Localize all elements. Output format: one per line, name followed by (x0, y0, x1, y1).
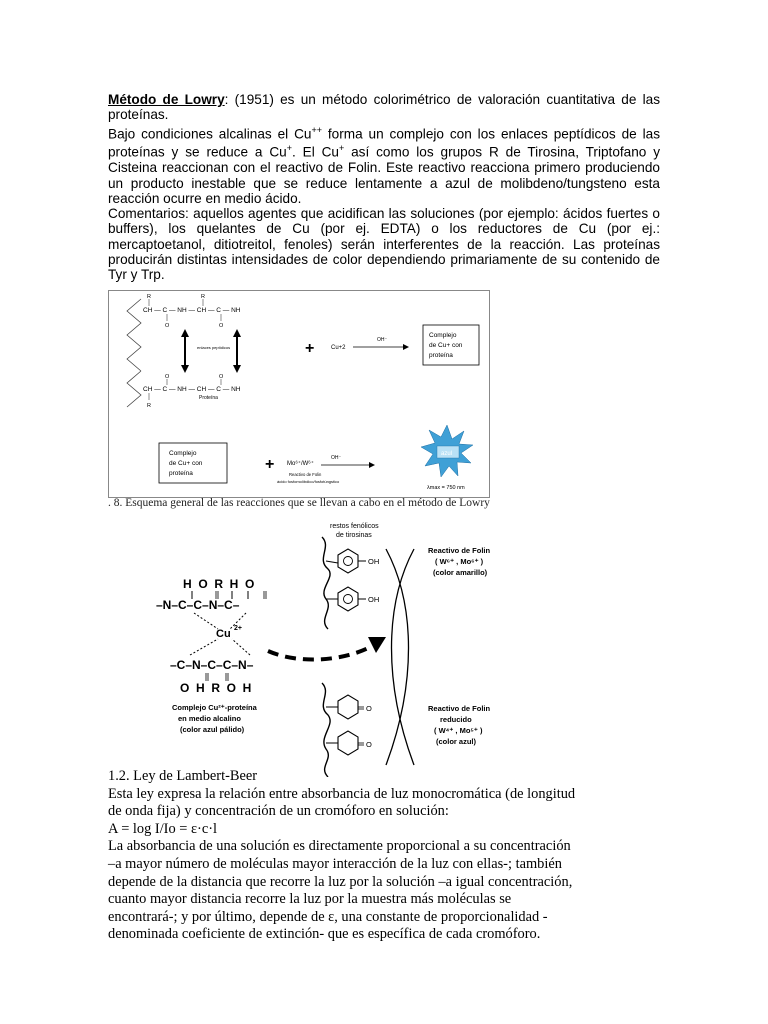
chain-top-cu: –N–C–C–N–C– (156, 598, 240, 612)
lowry-reaction-scheme (108, 290, 490, 498)
svg-text:ácido fosfomolíbdico/fosfotúng: ácido fosfomolíbdico/fosfotúngstico (277, 479, 340, 484)
svg-text:Mo⁶⁺/W⁶⁺: Mo⁶⁺/W⁶⁺ (287, 461, 314, 467)
svg-text:+: + (265, 456, 275, 473)
svg-text:O: O (165, 374, 170, 380)
svg-text:R: R (147, 294, 151, 300)
svg-text:R: R (147, 403, 151, 409)
svg-text:2+: 2+ (234, 625, 242, 632)
svg-text:O: O (219, 323, 224, 329)
svg-text:(color azul): (color azul) (436, 737, 477, 746)
svg-text:proteína: proteína (169, 470, 193, 477)
svg-text:O: O (366, 704, 372, 713)
svg-text:R: R (201, 294, 205, 300)
svg-text:Proteína: Proteína (199, 395, 218, 401)
folin-reaction-scheme (150, 515, 580, 777)
figure-caption: . 8. Esquema general de las reacciones que se llevan a cabo en el método de Lowry (108, 497, 490, 509)
chain-bottom-cu: –C–N–C–C–N– (170, 658, 254, 672)
svg-text:(color amarillo): (color amarillo) (433, 568, 488, 577)
azul-label: azul (441, 451, 453, 457)
lowry-reaction-diagram (109, 291, 489, 497)
svg-text:OH⁻: OH⁻ (331, 455, 342, 461)
svg-text:Cu+2: Cu+2 (331, 345, 346, 351)
svg-text:(color azul pálido): (color azul pálido) (180, 725, 245, 734)
svg-text:O: O (165, 323, 170, 329)
svg-text:( W⁴⁺ , Mo⁵⁺ ): ( W⁴⁺ , Mo⁵⁺ ) (434, 726, 483, 735)
svg-text:Complejo Cu²⁺-proteína: Complejo Cu²⁺-proteína (172, 703, 257, 712)
section-title: Método de Lowry (108, 92, 225, 107)
svg-text:Complejo: Complejo (169, 450, 197, 457)
lambert-formula: A = log I/Io = ε·c·l (108, 820, 217, 837)
intro-paragraph-1: Método de Lowry: (1951) es un método colorimétrico de valoración cuantitativa de las proteínas. (108, 92, 660, 123)
svg-text:restos fenólicos: restos fenólicos (330, 523, 379, 530)
svg-text:OH: OH (368, 557, 380, 566)
svg-text:de Cu+ con: de Cu+ con (429, 342, 463, 349)
svg-text:Reactivo de Folin: Reactivo de Folin (289, 472, 322, 477)
section-heading: 1.2. Ley de Lambert-Beer (108, 768, 258, 784)
chain-bottom: CH — C — NH — CH — C — NH (143, 386, 241, 393)
svg-text:de tirosinas: de tirosinas (336, 532, 372, 539)
hor-top: H O R H O (183, 577, 255, 591)
lambert-paragraph-1: Esta ley expresa la relación entre absorbancia de luz monocromática (de longitud de onda fija) y concentración de un cromóforo en solución: (108, 785, 576, 820)
svg-text:OH⁻: OH⁻ (377, 337, 388, 343)
svg-text:O: O (219, 374, 224, 380)
svg-text:de Cu+ con: de Cu+ con (169, 460, 203, 467)
svg-text:reducido: reducido (440, 715, 472, 724)
intro-section (108, 92, 660, 283)
lambda-label: λmax = 750 nm (427, 485, 465, 491)
svg-text:Reactivo de Folin: Reactivo de Folin (428, 704, 491, 713)
plus-sign: + (305, 340, 315, 357)
svg-text:Complejo: Complejo (429, 332, 457, 339)
svg-text:en medio alcalino: en medio alcalino (178, 714, 241, 723)
svg-text:OH: OH (368, 595, 380, 604)
svg-text:O: O (366, 740, 372, 749)
chain-top: CH — C — NH — CH — C — NH (143, 307, 241, 314)
lambert-beer-section (108, 768, 578, 944)
intro-paragraph-2: Bajo condiciones alcalinas el Cu++ forma un complejo con los enlaces peptídicos de las proteínas y se reduce a Cu+. El Cu+ así como los grupos R de Tirosina, Triptofano y Cisteina reaccionan con el reactivo de Folin. Este reactivo reacciona primero produciendo un producto inestable que se reduce lentamente a azul de molibdeno/tungsteno esta reacción ocurre en medio ácido. (108, 124, 661, 206)
folin-reaction-diagram (150, 515, 580, 777)
hor-bottom: O H R O H (180, 681, 252, 695)
svg-text:( W⁶⁺ , Mo⁶⁺ ): ( W⁶⁺ , Mo⁶⁺ ) (435, 557, 484, 566)
svg-text:proteína: proteína (429, 352, 453, 359)
svg-text:Reactivo de Folin: Reactivo de Folin (428, 546, 491, 555)
intro-paragraph-3: Comentarios: aquellos agentes que acidifican las soluciones (por ejemplo: ácidos fuertes o buffers), los quelantes de Cu (por ej. EDTA) o los reductores de Cu (por ej.: mercaptoetanol, ditiotreitol, fenoles) serán interferentes de la reacción. Las proteínas producirán distintas intensidades de color dependiendo primariamente de su contenido de Tyr y Trp. (108, 206, 660, 283)
svg-text:enlaces peptídicos: enlaces peptídicos (197, 345, 231, 350)
cu-ion: Cu (216, 628, 231, 640)
lambert-paragraph-2: La absorbancia de una solución es directamente proporcional a su concentración –a mayor número de moléculas mayor interacción de la luz con ellas-; también depende de la distancia que recorre la luz por la solución –a igual concentración, cuanto mayor distancia recorre la luz por la muestra más moléculas se encontrará-; y por último, depende de ε, una constante de proporcionalidad -denominada coeficiente de extinción- que es específica de cada cromóforo. (108, 838, 573, 943)
